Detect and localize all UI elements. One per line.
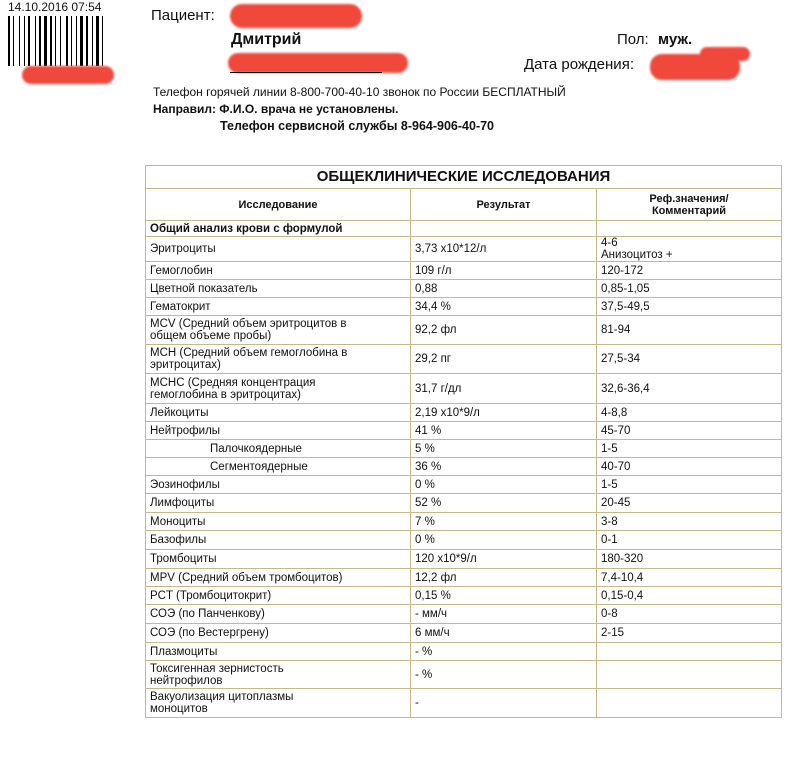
barcode-bar xyxy=(86,16,88,66)
barcode-bar xyxy=(53,16,54,66)
table-row xyxy=(146,404,782,422)
reference-value: 0,85-1,05 xyxy=(601,282,650,295)
test-name-cell xyxy=(146,345,411,374)
reference-cell xyxy=(597,440,782,458)
barcode-bar xyxy=(44,16,47,66)
test-name: Базофилы xyxy=(150,534,207,546)
reference-value: 45-70 xyxy=(601,424,631,437)
test-name-cell xyxy=(146,550,411,569)
reference-cell xyxy=(597,605,782,624)
barcode-bar xyxy=(50,16,52,66)
test-name-cell xyxy=(146,440,411,458)
test-name: MCHC (Средняя концентрация xyxy=(150,376,316,389)
barcode-bar xyxy=(42,16,43,66)
test-name-cell xyxy=(146,569,411,587)
patient-name: Дмитрий xyxy=(231,31,302,48)
test-name: Лимфоциты xyxy=(150,497,215,509)
reference-cell xyxy=(597,689,782,718)
reference-cell xyxy=(597,624,782,643)
test-name-cell xyxy=(146,605,411,624)
reference-cell xyxy=(597,513,782,531)
test-name: Эозинофилы xyxy=(150,478,220,491)
barcode-bar xyxy=(37,16,38,66)
barcode-bar xyxy=(66,16,68,66)
reference-cell xyxy=(597,237,782,262)
test-name-cell xyxy=(146,689,411,718)
result-value: - % xyxy=(411,643,597,661)
section-title: Общий анализ крови с формулой xyxy=(146,221,411,237)
redaction-birth-date xyxy=(650,54,740,80)
reference-value: 3-8 xyxy=(601,515,618,528)
reference-value: 81-94 xyxy=(601,324,631,336)
redaction-barcode-number xyxy=(22,66,114,84)
reference-value: 37,5-49,5 xyxy=(601,300,650,313)
table-row xyxy=(146,569,782,587)
reference-value: 4-8,8 xyxy=(601,406,628,419)
result-value: 29,2 пг xyxy=(411,345,597,374)
result-value: - % xyxy=(411,661,597,689)
test-name: Лейкоциты xyxy=(150,406,209,419)
reference-value: 2-15 xyxy=(601,627,625,639)
result-value: 2,19 x10*9/л xyxy=(411,404,597,422)
column-header-ref-line1: Реф.значения/ xyxy=(649,192,729,205)
reference-cell xyxy=(597,476,782,494)
reference-cell xyxy=(597,404,782,422)
barcode-bar xyxy=(102,16,103,66)
service-phone-text: Телефон сервисной службы 8-964-906-40-70 xyxy=(220,119,495,133)
barcode-bar xyxy=(69,16,70,66)
barcode-bar xyxy=(96,16,99,66)
barcode-bar xyxy=(84,16,85,66)
result-value: 92,2 фл xyxy=(411,316,597,345)
table-row xyxy=(146,237,782,262)
table-row xyxy=(146,345,782,374)
reference-value: 180-320 xyxy=(601,553,644,565)
result-value: 34,4 % xyxy=(411,298,597,316)
result-value: 31,7 г/дл xyxy=(411,374,597,404)
table-row xyxy=(146,494,782,513)
redaction-surname xyxy=(230,4,362,28)
result-value: 109 г/л xyxy=(411,262,597,280)
result-value: 0,15 % xyxy=(411,587,597,605)
test-name: СОЭ (по Вестергрену) xyxy=(150,627,269,639)
barcode-bar xyxy=(73,16,75,66)
test-name: Эритроциты xyxy=(150,243,216,255)
reference-value: 1-5 xyxy=(601,442,618,455)
test-name-continued: эритроцитах) xyxy=(150,359,221,371)
reference-cell xyxy=(597,587,782,605)
test-name: Моноциты xyxy=(150,515,206,528)
barcode-bar xyxy=(48,16,49,66)
column-header-ref xyxy=(597,189,782,221)
result-value: 0,88 xyxy=(411,280,597,298)
barcode-bar xyxy=(89,16,91,66)
barcode-bar xyxy=(21,16,23,66)
test-name-cell xyxy=(146,643,411,661)
test-name: MCV (Средний объем эритроцитов в xyxy=(150,318,347,330)
test-name-cell xyxy=(146,262,411,280)
reference-value: 4-6 xyxy=(601,237,618,249)
test-name-cell xyxy=(146,513,411,531)
test-name: Гематокрит xyxy=(150,300,211,313)
test-name: Вакуолизация цитоплазмы xyxy=(150,691,294,703)
reference-value: 1-5 xyxy=(601,478,618,491)
barcode-bar xyxy=(19,16,20,66)
reference-cell xyxy=(597,422,782,440)
test-name-cell xyxy=(146,624,411,643)
test-name-continued: нейтрофилов xyxy=(150,674,223,687)
result-value: 6 мм/ч xyxy=(411,624,597,643)
table-row xyxy=(146,624,782,643)
table-row xyxy=(146,643,782,661)
test-name-cell xyxy=(146,298,411,316)
test-name: Палочкоядерные xyxy=(210,442,302,455)
reference-cell xyxy=(597,550,782,569)
result-value: 0 % xyxy=(411,476,597,494)
table-row xyxy=(146,422,782,440)
table-row xyxy=(146,298,782,316)
column-header-result: Результат xyxy=(411,189,597,221)
reference-cell xyxy=(597,262,782,280)
barcode-bar xyxy=(35,16,36,66)
barcode-bar xyxy=(100,16,101,66)
barcode-bar xyxy=(78,16,79,66)
test-name-cell xyxy=(146,661,411,689)
barcode-bar xyxy=(11,16,12,66)
name-underline xyxy=(230,72,382,73)
table-row xyxy=(146,316,782,345)
table-row xyxy=(146,550,782,569)
hotline-text: Телефон горячей линии 8-800-700-40-10 звонок по России БЕСПЛАТНЫЙ xyxy=(153,85,566,99)
test-name-cell xyxy=(146,476,411,494)
reference-value: 0,15-0,4 xyxy=(601,589,644,602)
reference-value: 20-45 xyxy=(601,497,631,509)
reference-cell xyxy=(597,316,782,345)
test-name: Гемоглобин xyxy=(150,264,213,277)
test-name-cell xyxy=(146,374,411,404)
table-row xyxy=(146,605,782,624)
test-name: PCT (Тромбоцитокрит) xyxy=(150,589,272,602)
test-name-cell xyxy=(146,316,411,345)
barcode-bar xyxy=(15,16,18,66)
test-name-cell xyxy=(146,531,411,550)
result-value: 52 % xyxy=(411,494,597,513)
barcode-bar xyxy=(92,16,93,66)
reference-cell xyxy=(597,494,782,513)
barcode-bar xyxy=(60,16,61,66)
barcode-bar xyxy=(28,16,30,66)
table-row xyxy=(146,531,782,550)
barcode-bar xyxy=(13,16,14,66)
table-row xyxy=(146,587,782,605)
test-name-cell xyxy=(146,237,411,262)
reference-value: 0-1 xyxy=(601,534,618,546)
reference-cell xyxy=(597,374,782,404)
reference-value: 120-172 xyxy=(601,264,644,277)
barcode-bar xyxy=(55,16,56,66)
test-name-continued: общем объеме пробы) xyxy=(150,330,272,342)
reference-cell xyxy=(597,280,782,298)
table-row xyxy=(146,689,782,718)
reference-value: 40-70 xyxy=(601,460,631,473)
barcode xyxy=(8,16,112,66)
table-row xyxy=(146,513,782,531)
reference-cell xyxy=(597,345,782,374)
gender-label: Пол: xyxy=(617,31,649,48)
test-name-cell xyxy=(146,587,411,605)
section-empty-cell xyxy=(597,221,782,237)
test-name: MPV (Средний объем тромбоцитов) xyxy=(150,571,343,584)
reference-cell xyxy=(597,298,782,316)
barcode-bar xyxy=(62,16,65,66)
barcode-bar xyxy=(26,16,27,66)
redaction-patronymic xyxy=(228,53,408,73)
test-name: Нейтрофилы xyxy=(150,424,221,437)
test-name: Плазмоциты xyxy=(150,645,218,658)
table-row xyxy=(146,476,782,494)
section-empty-cell xyxy=(411,221,597,237)
result-value: 12,2 фл xyxy=(411,569,597,587)
barcode-bar xyxy=(94,16,95,66)
barcode-bar xyxy=(39,16,41,66)
barcode-bar xyxy=(76,16,77,66)
test-name-cell xyxy=(146,422,411,440)
column-header-test: Исследование xyxy=(146,189,411,221)
table-row xyxy=(146,280,782,298)
barcode-bar xyxy=(104,16,106,66)
test-name: MCH (Средний объем гемоглобина в xyxy=(150,347,348,359)
test-name: СОЭ (по Панченкову) xyxy=(150,608,265,620)
referrer-text: Направил: Ф.И.О. врача не установлены. xyxy=(153,102,399,116)
reference-cell xyxy=(597,458,782,476)
result-value: - мм/ч xyxy=(411,605,597,624)
result-value: 0 % xyxy=(411,531,597,550)
test-name-continued: моноцитов xyxy=(150,703,208,715)
column-header-ref-line2: Комментарий xyxy=(651,204,727,217)
results-rows xyxy=(146,237,782,718)
test-name: Цветной показатель xyxy=(150,282,258,295)
reference-cell xyxy=(597,569,782,587)
test-name-cell xyxy=(146,494,411,513)
reference-cell xyxy=(597,661,782,689)
table-row xyxy=(146,262,782,280)
gender-value: муж. xyxy=(658,31,693,48)
test-name-cell xyxy=(146,280,411,298)
reference-value: 0-8 xyxy=(601,608,618,620)
barcode-bar xyxy=(71,16,72,66)
barcode-bar xyxy=(24,16,25,66)
result-value: 41 % xyxy=(411,422,597,440)
test-name: Сегментоядерные xyxy=(210,460,308,473)
table-row xyxy=(146,458,782,476)
test-name: Токсигенная зернистость xyxy=(150,662,284,675)
reference-comment: Анизоцитоз + xyxy=(601,249,673,261)
table-row xyxy=(146,440,782,458)
birth-date-label: Дата рождения: xyxy=(524,56,634,73)
barcode-bar xyxy=(57,16,59,66)
reference-value: 27,5-34 xyxy=(601,353,641,365)
print-datetime: 14.10.2016 07:54 xyxy=(8,0,102,14)
table-row xyxy=(146,661,782,689)
results-table xyxy=(145,165,782,718)
result-value: 3,73 x10*12/л xyxy=(411,237,597,262)
table-title: ОБЩЕКЛИНИЧЕСКИЕ ИССЛЕДОВАНИЯ xyxy=(146,166,782,189)
reference-value: 7,4-10,4 xyxy=(601,571,644,584)
reference-cell xyxy=(597,643,782,661)
test-name: Тромбоциты xyxy=(150,553,217,565)
barcode-bar xyxy=(80,16,83,66)
result-value: 120 x10*9/л xyxy=(411,550,597,569)
patient-label: Пациент: xyxy=(151,7,215,24)
test-name-cell xyxy=(146,404,411,422)
table-row xyxy=(146,374,782,404)
barcode-bar xyxy=(31,16,34,66)
result-value: - xyxy=(411,689,597,718)
reference-cell xyxy=(597,531,782,550)
result-value: 7 % xyxy=(411,513,597,531)
test-name-cell xyxy=(146,458,411,476)
reference-value: 32,6-36,4 xyxy=(601,382,650,395)
barcode-bar xyxy=(8,16,10,66)
test-name-continued: гемоглобина в эритроцитах) xyxy=(150,388,301,401)
result-value: 36 % xyxy=(411,458,597,476)
result-value: 5 % xyxy=(411,440,597,458)
